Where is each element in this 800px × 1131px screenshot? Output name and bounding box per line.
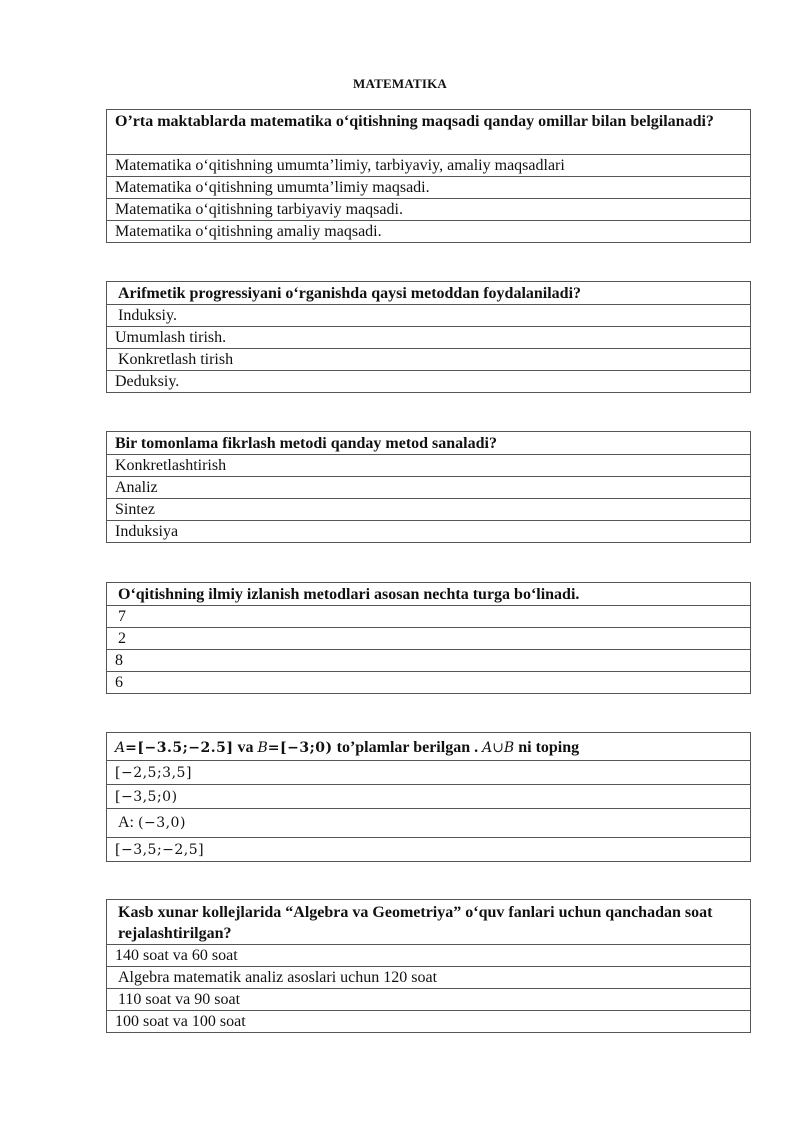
page-title: MATEMATIKA <box>353 76 447 91</box>
answer-option <box>107 808 750 837</box>
question-text: Kasb xunar kollejlarida “Algebra va Geometriya” o‘quv fanlari uchun qanchadan soat rejalashtirilgan? <box>118 904 713 942</box>
conjunction-text: va <box>237 739 254 756</box>
answer-option: 140 soat va 60 soat <box>107 944 750 966</box>
set-b-label: B <box>257 740 268 756</box>
answer-option: Sintez <box>107 498 750 520</box>
answer-option: 2 <box>107 627 750 649</box>
set-a-label: A <box>115 740 126 756</box>
answer-option: Matematika o‘qitishning umumta’limiy, tarbiyaviy, amaliy maqsadlari <box>107 154 750 176</box>
set-b-interval: =[−3;0) <box>267 740 333 756</box>
answer-option: 6 <box>107 671 750 693</box>
answer-option: Matematika o‘qitishning tarbiyaviy maqsadi. <box>107 198 750 220</box>
interval-value: [−3,5;0) <box>115 789 178 805</box>
question-table-5 <box>106 732 751 862</box>
question-table-2 <box>106 281 751 393</box>
answer-option: 8 <box>107 649 750 671</box>
answer-option: Induksiy. <box>107 304 750 326</box>
answer-option: Algebra matematik analiz asoslari uchun 120 soat <box>107 966 750 988</box>
answer-option: 110 soat va 90 soat <box>107 988 750 1010</box>
answer-prefix: A: <box>118 814 134 831</box>
question-table-3 <box>106 431 751 543</box>
question-table-4 <box>106 582 751 694</box>
answer-option: Konkretlash tirish <box>107 348 750 370</box>
question-text: O’rta maktablarda matematika o‘qitishning maqsadi qanday omillar bilan belgilanadi? <box>115 113 714 130</box>
answer-option: 100 soat va 100 soat <box>107 1010 750 1032</box>
answer-option: Deduksiy. <box>107 370 750 392</box>
set-a-interval: =[−3.5;−2.5] <box>125 740 234 756</box>
interval-value: (−3,0) <box>138 815 186 831</box>
answer-option: 7 <box>107 605 750 627</box>
answer-option: Matematika o‘qitishning umumta’limiy maqsadi. <box>107 176 750 198</box>
union-expression: A∪B <box>482 740 515 756</box>
question-text: Bir tomonlama fikrlash metodi qanday metod sanaladi? <box>115 435 497 452</box>
question-table-6 <box>106 899 751 1033</box>
answer-option <box>107 784 750 808</box>
question-tail-text: ni toping <box>518 739 580 756</box>
question-body-text: to’plamlar berilgan . <box>336 739 479 756</box>
question-text <box>107 733 750 760</box>
answer-option: Umumlash tirish. <box>107 326 750 348</box>
interval-value: [−3,5;−2,5] <box>115 842 205 858</box>
answer-option: Konkretlashtirish <box>107 454 750 476</box>
answer-option: Matematika o‘qitishning amaliy maqsadi. <box>107 220 750 242</box>
question-table-1 <box>106 109 751 243</box>
answer-option <box>107 837 750 861</box>
question-text: Arifmetik progressiyani o‘rganishda qaysi metoddan foydalaniladi? <box>118 285 582 302</box>
question-text: O‘qitishning ilmiy izlanish metodlari asosan nechta turga bo‘linadi. <box>118 586 580 603</box>
answer-option: Analiz <box>107 476 750 498</box>
interval-value: [−2,5;3,5] <box>115 765 192 781</box>
answer-option: Induksiya <box>107 520 750 542</box>
answer-option <box>107 760 750 784</box>
